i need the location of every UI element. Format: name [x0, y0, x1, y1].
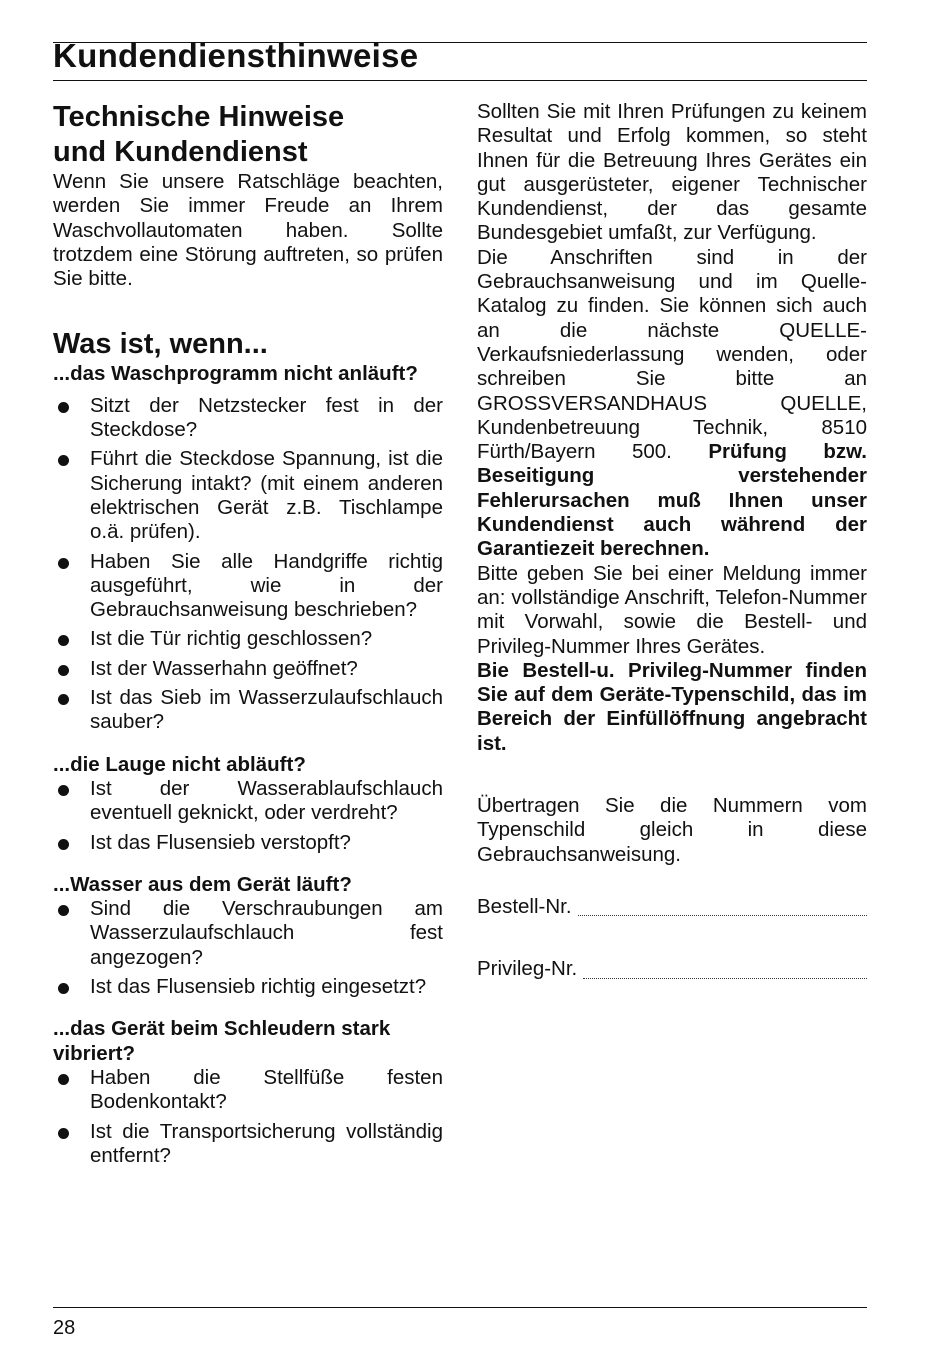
address-text: Die Anschriften sind in der Gebrauchsanweisung und im Quelle-Katalog zu finden. Sie können sich auch an die nächste QUELLE-Verkaufsniederlassung wenden, oder schreiben Sie bitte an GROSSVERSANDHAUS QUELLE, Kundenbetreuung Technik, 8510 Fürth/Bayern 500.: [477, 245, 867, 464]
bullet-icon: [58, 1074, 69, 1085]
section-heading: Technische Hinweise und Kundendienst: [53, 101, 345, 168]
list-item: Ist das Flusensieb richtig eingesetzt?: [53, 975, 443, 999]
service-paragraph: Sollten Sie mit Ihren Prüfungen zu keinem Resultat und Erfolg kommen, so steht Ihnen für die Betreuung Ihres Gerätes ein gut ausgerüsteter, eigener Technischer Kundendienst, der das gesamte Bundesgebiet umfaßt, zur Verfügung.: [477, 100, 867, 245]
checklist: [53, 394, 443, 735]
list-item: Ist die Tür richtig geschlossen?: [53, 627, 443, 651]
checklist: [53, 777, 443, 855]
report-paragraph: Bitte geben Sie bei einer Meldung immer an: vollständige Anschrift, Telefon-Nummer mit Vorwahl, sowie die Bestell- und Privileg-Nummer Ihres Gerätes.: [477, 561, 867, 658]
checklist: [53, 897, 443, 999]
list-item: Sitzt der Netzstecker fest in der Steckdose?: [53, 394, 443, 443]
header-bottom-rule: [53, 80, 867, 81]
list-item: Führt die Steckdose Spannung, ist die Sicherung intakt? (mit einem anderen elektrischen Gerät z.B. Tischlampe o.ä. prüfen).: [53, 447, 443, 544]
question-heading: ...die Lauge nicht abläuft?: [53, 752, 306, 776]
bullet-icon: [58, 635, 69, 646]
privileg-number-field[interactable]: [477, 957, 867, 981]
nameplate-note: Bie Bestell-u. Privileg-Nummer finden Sie auf dem Geräte-Typenschild, das im Bereich der Einfüllöffnung angebracht ist.: [477, 658, 867, 755]
bullet-icon: [58, 983, 69, 994]
list-item: Ist das Sieb im Wasserzulaufschlauch sauber?: [53, 686, 443, 735]
question-heading: ...das Waschprogramm nicht anläuft?: [53, 362, 418, 386]
warranty-note: Prüfung bzw. Beseitigung verstehender Fehlerursachen muß Ihnen unser Kundendienst auch während der Garantiezeit berechnen.: [477, 440, 868, 561]
list-item: Haben Sie alle Handgriffe richtig ausgeführt, wie in der Gebrauchsanweisung beschrieben?: [53, 550, 443, 623]
left-column: [53, 100, 443, 1173]
bullet-icon: [58, 455, 69, 466]
bullet-icon: [58, 839, 69, 850]
bullet-icon: [58, 558, 69, 569]
transfer-paragraph: Übertragen Sie die Nummern vom Typenschild gleich in diese Gebrauchsanweisung.: [477, 794, 867, 866]
question-heading: ...das Gerät beim Schleudern stark vibriert?: [53, 1017, 391, 1065]
bullet-icon: [58, 905, 69, 916]
right-column: [477, 100, 867, 982]
list-item: Sind die Verschraubungen am Wasserzulaufschlauch fest angezogen?: [53, 897, 443, 970]
list-item: Haben die Stellfüße festen Bodenkontakt?: [53, 1066, 443, 1115]
checklist: [53, 1066, 443, 1168]
privileg-number-label: Privileg-Nr.: [477, 957, 578, 981]
bullet-icon: [58, 402, 69, 413]
question-heading: ...Wasser aus dem Gerät läuft?: [53, 872, 352, 896]
intro-paragraph: Wenn Sie unsere Ratschläge beachten, werden Sie immer Freude an Ihrem Waschvollautomaten haben. Sollte trotzdem eine Störung auftreten, so prüfen Sie bitte.: [53, 170, 443, 291]
page-title: Kundendiensthinweise: [53, 37, 419, 74]
order-number-label: Bestell-Nr.: [477, 894, 572, 918]
subheading: Was ist, wenn...: [53, 328, 268, 361]
bullet-icon: [58, 665, 69, 676]
list-item: Ist das Flusensieb verstopft?: [53, 831, 443, 855]
bullet-icon: [58, 694, 69, 705]
footer-rule: [53, 1307, 867, 1308]
page-number: 28: [53, 1317, 76, 1339]
bullet-icon: [58, 1128, 69, 1139]
address-paragraph: [477, 246, 867, 562]
bullet-icon: [58, 785, 69, 796]
privileg-number-line[interactable]: [583, 978, 867, 979]
list-item: Ist der Wasserablaufschlauch eventuell geknickt, oder verdreht?: [53, 777, 443, 826]
list-item: Ist die Transportsicherung vollständig entfernt?: [53, 1120, 443, 1169]
list-item: Ist der Wasserhahn geöffnet?: [53, 657, 443, 681]
order-number-field[interactable]: [477, 895, 867, 919]
order-number-line[interactable]: [578, 915, 867, 916]
